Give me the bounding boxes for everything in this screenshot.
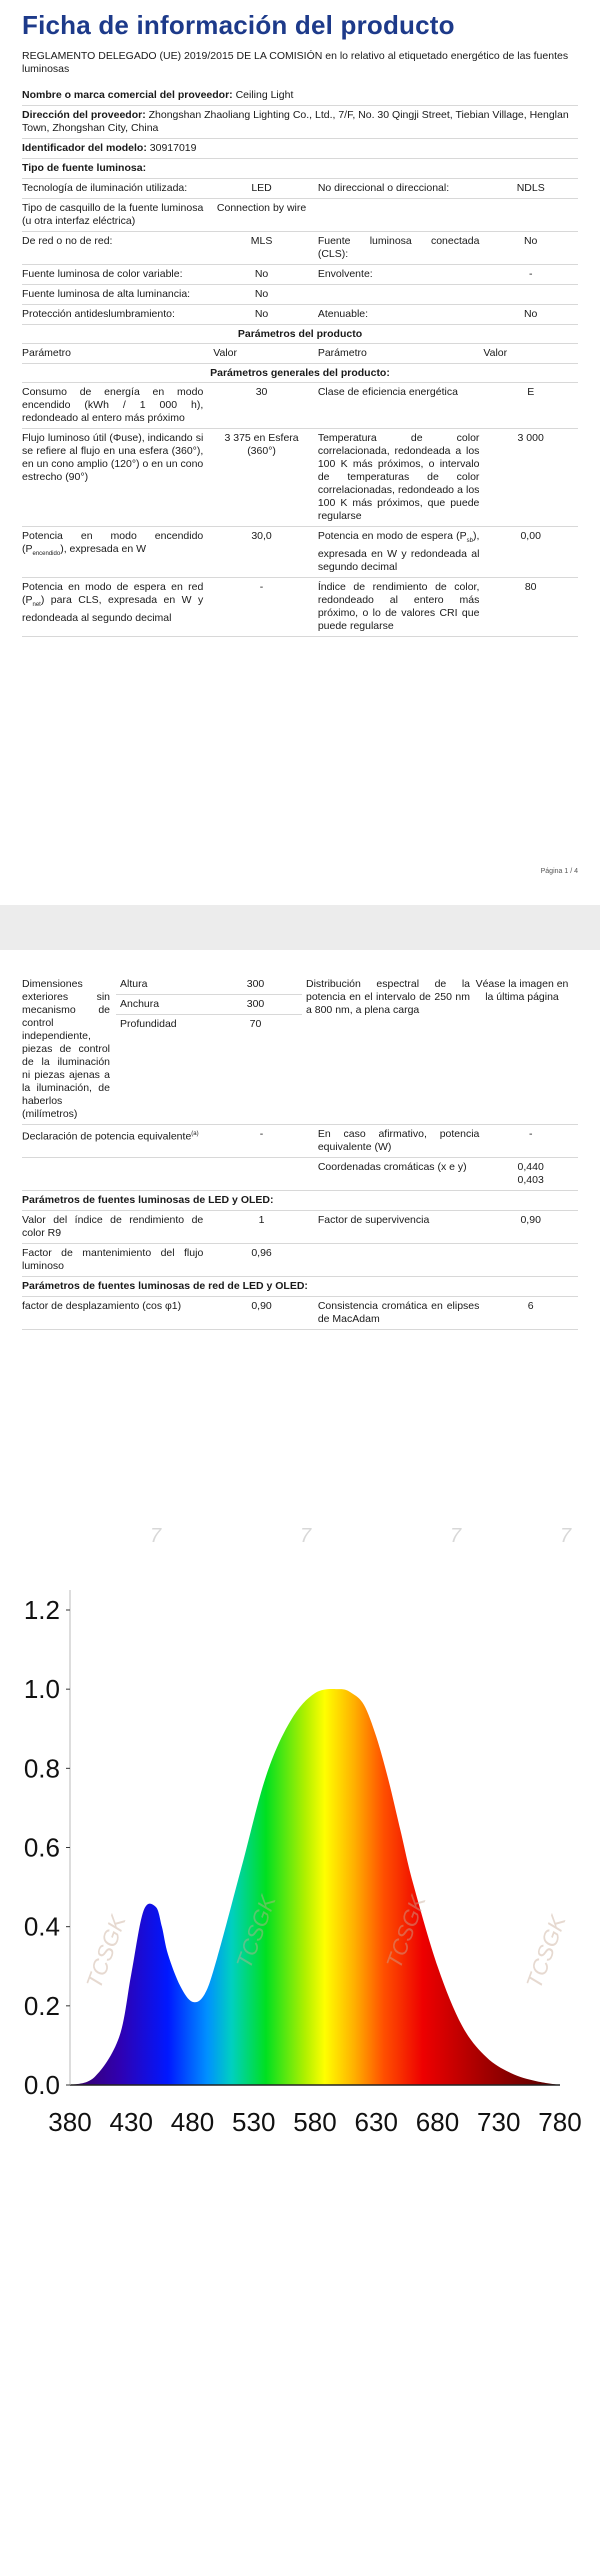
param-value: 0,90 xyxy=(520,1214,541,1226)
general-params-table xyxy=(22,383,578,637)
watermark-mark: 7 xyxy=(150,1525,162,1547)
param-label: factor de desplazamiento (cos φ1) xyxy=(22,1300,182,1312)
table-row xyxy=(22,1244,578,1277)
param-value: - xyxy=(259,581,264,594)
dimensions-row xyxy=(22,975,578,1125)
header-value-2: Valor xyxy=(483,347,508,359)
model-label: Identificador del modelo: xyxy=(22,142,147,154)
param-value: Connection by wire xyxy=(216,202,307,214)
table-row xyxy=(22,305,578,325)
watermark-mark: 7 xyxy=(300,1525,312,1547)
param-label: Declaración de potencia equivalente$^{(a)}$ xyxy=(22,1130,199,1143)
param-value: No xyxy=(254,308,269,320)
header-param-1: Parámetro xyxy=(22,347,72,359)
dim-height-label: Altura xyxy=(120,978,148,990)
watermark-text: TCSGK xyxy=(231,1891,281,1972)
y-tick-label: 0.2 xyxy=(23,1990,60,2021)
source-type-table xyxy=(22,179,578,325)
y-tick-label: 1.0 xyxy=(23,1674,60,1705)
page-2 xyxy=(0,950,600,1370)
y-tick-label: 0.8 xyxy=(23,1753,60,1784)
table-row xyxy=(22,232,578,265)
page-number-1: Página 1 / 4 xyxy=(540,868,578,875)
param-label: Envolvente: xyxy=(317,268,373,280)
table-row xyxy=(22,527,578,578)
param-label: De red o no de red: xyxy=(22,235,113,247)
page-1-content xyxy=(22,0,578,637)
dimensions-values xyxy=(116,975,302,1124)
watermark-text: TCSGK xyxy=(381,1891,431,1972)
param-label: En caso afirmativo, potencia equivalente (W) xyxy=(317,1128,480,1153)
param-value: 1 xyxy=(258,1214,265,1226)
address-value: Zhongshan Zhaoliang Lighting Co., Ltd., 7/F, No. 30 Qingji Street, Tiebian Village, Henglan Town, Zhongshan City, China xyxy=(22,109,569,134)
x-tick-label: 630 xyxy=(354,2107,398,2137)
param-value: 6 xyxy=(527,1300,534,1312)
header-param-2: Parámetro xyxy=(317,347,367,359)
table-row xyxy=(22,1125,578,1158)
regulation-text: REGLAMENTO DELEGADO (UE) 2019/2015 DE LA COMISIÓN en lo relativo al etiquetado energético de las fuentes luminosas xyxy=(22,50,569,75)
header-value-1: Valor xyxy=(213,347,238,359)
spectral-distribution-chart xyxy=(0,1330,600,2560)
param-value xyxy=(483,285,578,304)
param-value: 0,00 xyxy=(520,530,541,542)
param-value: E xyxy=(527,386,535,398)
param-label: Flujo luminoso útil (Φuse), indicando si se refiere al flujo en una esfera (360°), en un cono amplio (120°) o en un cono estrecho (90°) xyxy=(22,432,204,483)
x-tick-label: 380 xyxy=(48,2107,92,2137)
dim-height-value: 300 xyxy=(246,978,265,990)
dim-depth-value: 70 xyxy=(249,1018,262,1030)
table-row xyxy=(22,179,578,199)
param-value: No xyxy=(254,268,269,280)
address-label: Dirección del proveedor: xyxy=(22,109,146,121)
y-tick-label: 1.2 xyxy=(23,1595,60,1625)
param-label: No direccional o direccional: xyxy=(317,182,450,194)
model-row xyxy=(22,139,578,159)
param-label xyxy=(314,285,484,304)
x-tick-label: 580 xyxy=(293,2107,337,2137)
param-label: Consumo de energía en modo encendido (kWh / 1 000 h), redondeado al entero más próximo xyxy=(22,386,204,424)
param-label: Fuente luminosa de color variable: xyxy=(22,268,183,280)
section-product-params: Parámetros del producto xyxy=(22,325,578,344)
param-value xyxy=(483,1244,578,1276)
param-value: - xyxy=(528,1128,533,1140)
param-value xyxy=(483,199,578,231)
watermark-mark: 7 xyxy=(560,1525,572,1547)
table-row xyxy=(22,1211,578,1244)
param-value: 3 375 en Esfera (360°) xyxy=(224,432,299,457)
watermark-text: TCSGK xyxy=(81,1911,131,1992)
param-value: MLS xyxy=(250,235,273,247)
param-value: - xyxy=(528,268,533,280)
table-header xyxy=(22,344,578,364)
param-label: Tipo de casquillo de la fuente luminosa (u otra interfaz eléctrica) xyxy=(22,202,204,227)
source-type-label: Tipo de fuente luminosa: xyxy=(22,159,578,179)
supplier-row xyxy=(22,86,578,106)
document-title: Ficha de información del producto xyxy=(22,10,455,40)
y-tick-label: 0.4 xyxy=(23,1911,60,1942)
table-row xyxy=(22,1297,578,1330)
param-label: Potencia en modo encendido $(P_{encendido})$, expresada en W xyxy=(22,530,204,558)
param-label: Atenuable: xyxy=(317,308,369,320)
param-value: No xyxy=(523,235,538,247)
param-label: Factor de supervivencia xyxy=(317,1214,430,1226)
x-tick-label: 530 xyxy=(232,2107,276,2137)
dim-width-value: 300 xyxy=(246,998,265,1010)
param-value: 0,440 0,403 xyxy=(517,1161,544,1186)
table-row xyxy=(22,383,578,429)
param-label xyxy=(314,199,484,231)
model-value: 30917019 xyxy=(149,142,197,154)
param-label: Índice de rendimiento de color, redondeado al entero más próximo, o lo de valores CRI que puede regularse xyxy=(317,581,480,633)
param-label xyxy=(314,1244,484,1276)
param-label: Clase de eficiencia energética xyxy=(317,386,458,398)
param-value: 30 xyxy=(255,386,268,398)
table-row xyxy=(22,1158,578,1191)
param-value: - xyxy=(259,1128,264,1140)
param-value: 0,96 xyxy=(251,1247,272,1259)
address-row xyxy=(22,106,578,139)
watermark-text: TCSGK xyxy=(521,1911,571,1992)
dimensions-label: Dimensiones exteriores sin mecanismo de control independiente, piezas de control de la iluminación ni piezas ajenas a la iluminación, de haberlos (milímetros) xyxy=(22,978,110,1120)
param-label: Fuente luminosa conectada (CLS): xyxy=(317,235,480,260)
param-label: Consistencia cromática en elipses de MacAdam xyxy=(317,1300,480,1325)
param-value: No xyxy=(523,308,538,320)
param-label: Temperatura de color correlacionada, redondeada a los 100 K más próximos, o intervalo de temperaturas de color correlacionadas, redondeado a los 100 K más próximos, que puede regularse xyxy=(317,432,480,522)
param-value: 30,0 xyxy=(251,530,272,542)
param-value: No xyxy=(254,288,269,300)
table-row xyxy=(22,285,578,305)
supplier-value: Ceiling Light xyxy=(235,89,294,101)
param-label: Potencia en modo de espera en red $(P_{net})$ para CLS, expresada en W y redondeada al segundo decimal xyxy=(22,581,204,625)
page-1 xyxy=(0,0,600,905)
spectrum-area xyxy=(70,1689,560,2085)
table-row xyxy=(22,429,578,527)
param-value: 3 000 xyxy=(517,432,544,444)
chart-plot xyxy=(24,1525,582,2137)
param-label: Valor del índice de rendimiento de color R9 xyxy=(22,1214,204,1239)
param-label: Factor de mantenimiento del flujo luminoso xyxy=(22,1247,204,1272)
param-label: Protección antideslumbramiento: xyxy=(22,308,175,320)
y-tick-label: 0.0 xyxy=(23,2070,60,2100)
param-value: 0,90 xyxy=(251,1300,272,1312)
led-params-table xyxy=(22,1211,578,1277)
param-value: LED xyxy=(251,182,272,194)
param-value: NDLS xyxy=(516,182,545,194)
section-general-params: Parámetros generales del producto: xyxy=(22,364,578,383)
section-mains-params: Parámetros de fuentes luminosas de red de LED y OLED: xyxy=(22,1277,578,1297)
param-label xyxy=(22,1158,209,1190)
y-tick-label: 0.6 xyxy=(23,1832,60,1863)
x-tick-label: 430 xyxy=(109,2107,153,2137)
param-label: Fuente luminosa de alta luminancia: xyxy=(22,288,191,300)
spectral-value: Véase la imagen en la última página xyxy=(475,978,569,1003)
x-tick-label: 680 xyxy=(415,2107,460,2137)
table-row xyxy=(22,199,578,232)
spectral-label: Distribución espectral de la potencia en el intervalo de 250 nm a 800 nm, a plena carga xyxy=(306,978,470,1016)
supplier-label: Nombre o marca comercial del proveedor: xyxy=(22,89,233,101)
x-tick-label: 730 xyxy=(477,2107,521,2137)
page-3 xyxy=(0,1330,600,2560)
param-label: Coordenadas cromáticas (x e y) xyxy=(317,1161,467,1173)
table-row xyxy=(22,265,578,285)
table-row xyxy=(22,578,578,637)
x-tick-label: 480 xyxy=(170,2107,215,2137)
param-label: Tecnología de iluminación utilizada: xyxy=(22,182,188,194)
watermark-mark: 7 xyxy=(450,1525,462,1547)
dim-width-label: Anchura xyxy=(120,998,160,1010)
param-label: Potencia en modo de espera $(P_{sb})$, expresada en W y redondeada al segundo decimal xyxy=(317,530,480,574)
param-value: 80 xyxy=(524,581,537,594)
x-tick-label: 780 xyxy=(538,2107,582,2137)
param-value xyxy=(209,1158,314,1190)
dim-depth-label: Profundidad xyxy=(120,1018,177,1030)
section-led-params: Parámetros de fuentes luminosas de LED y OLED: xyxy=(22,1191,578,1211)
equivalence-table xyxy=(22,1125,578,1191)
